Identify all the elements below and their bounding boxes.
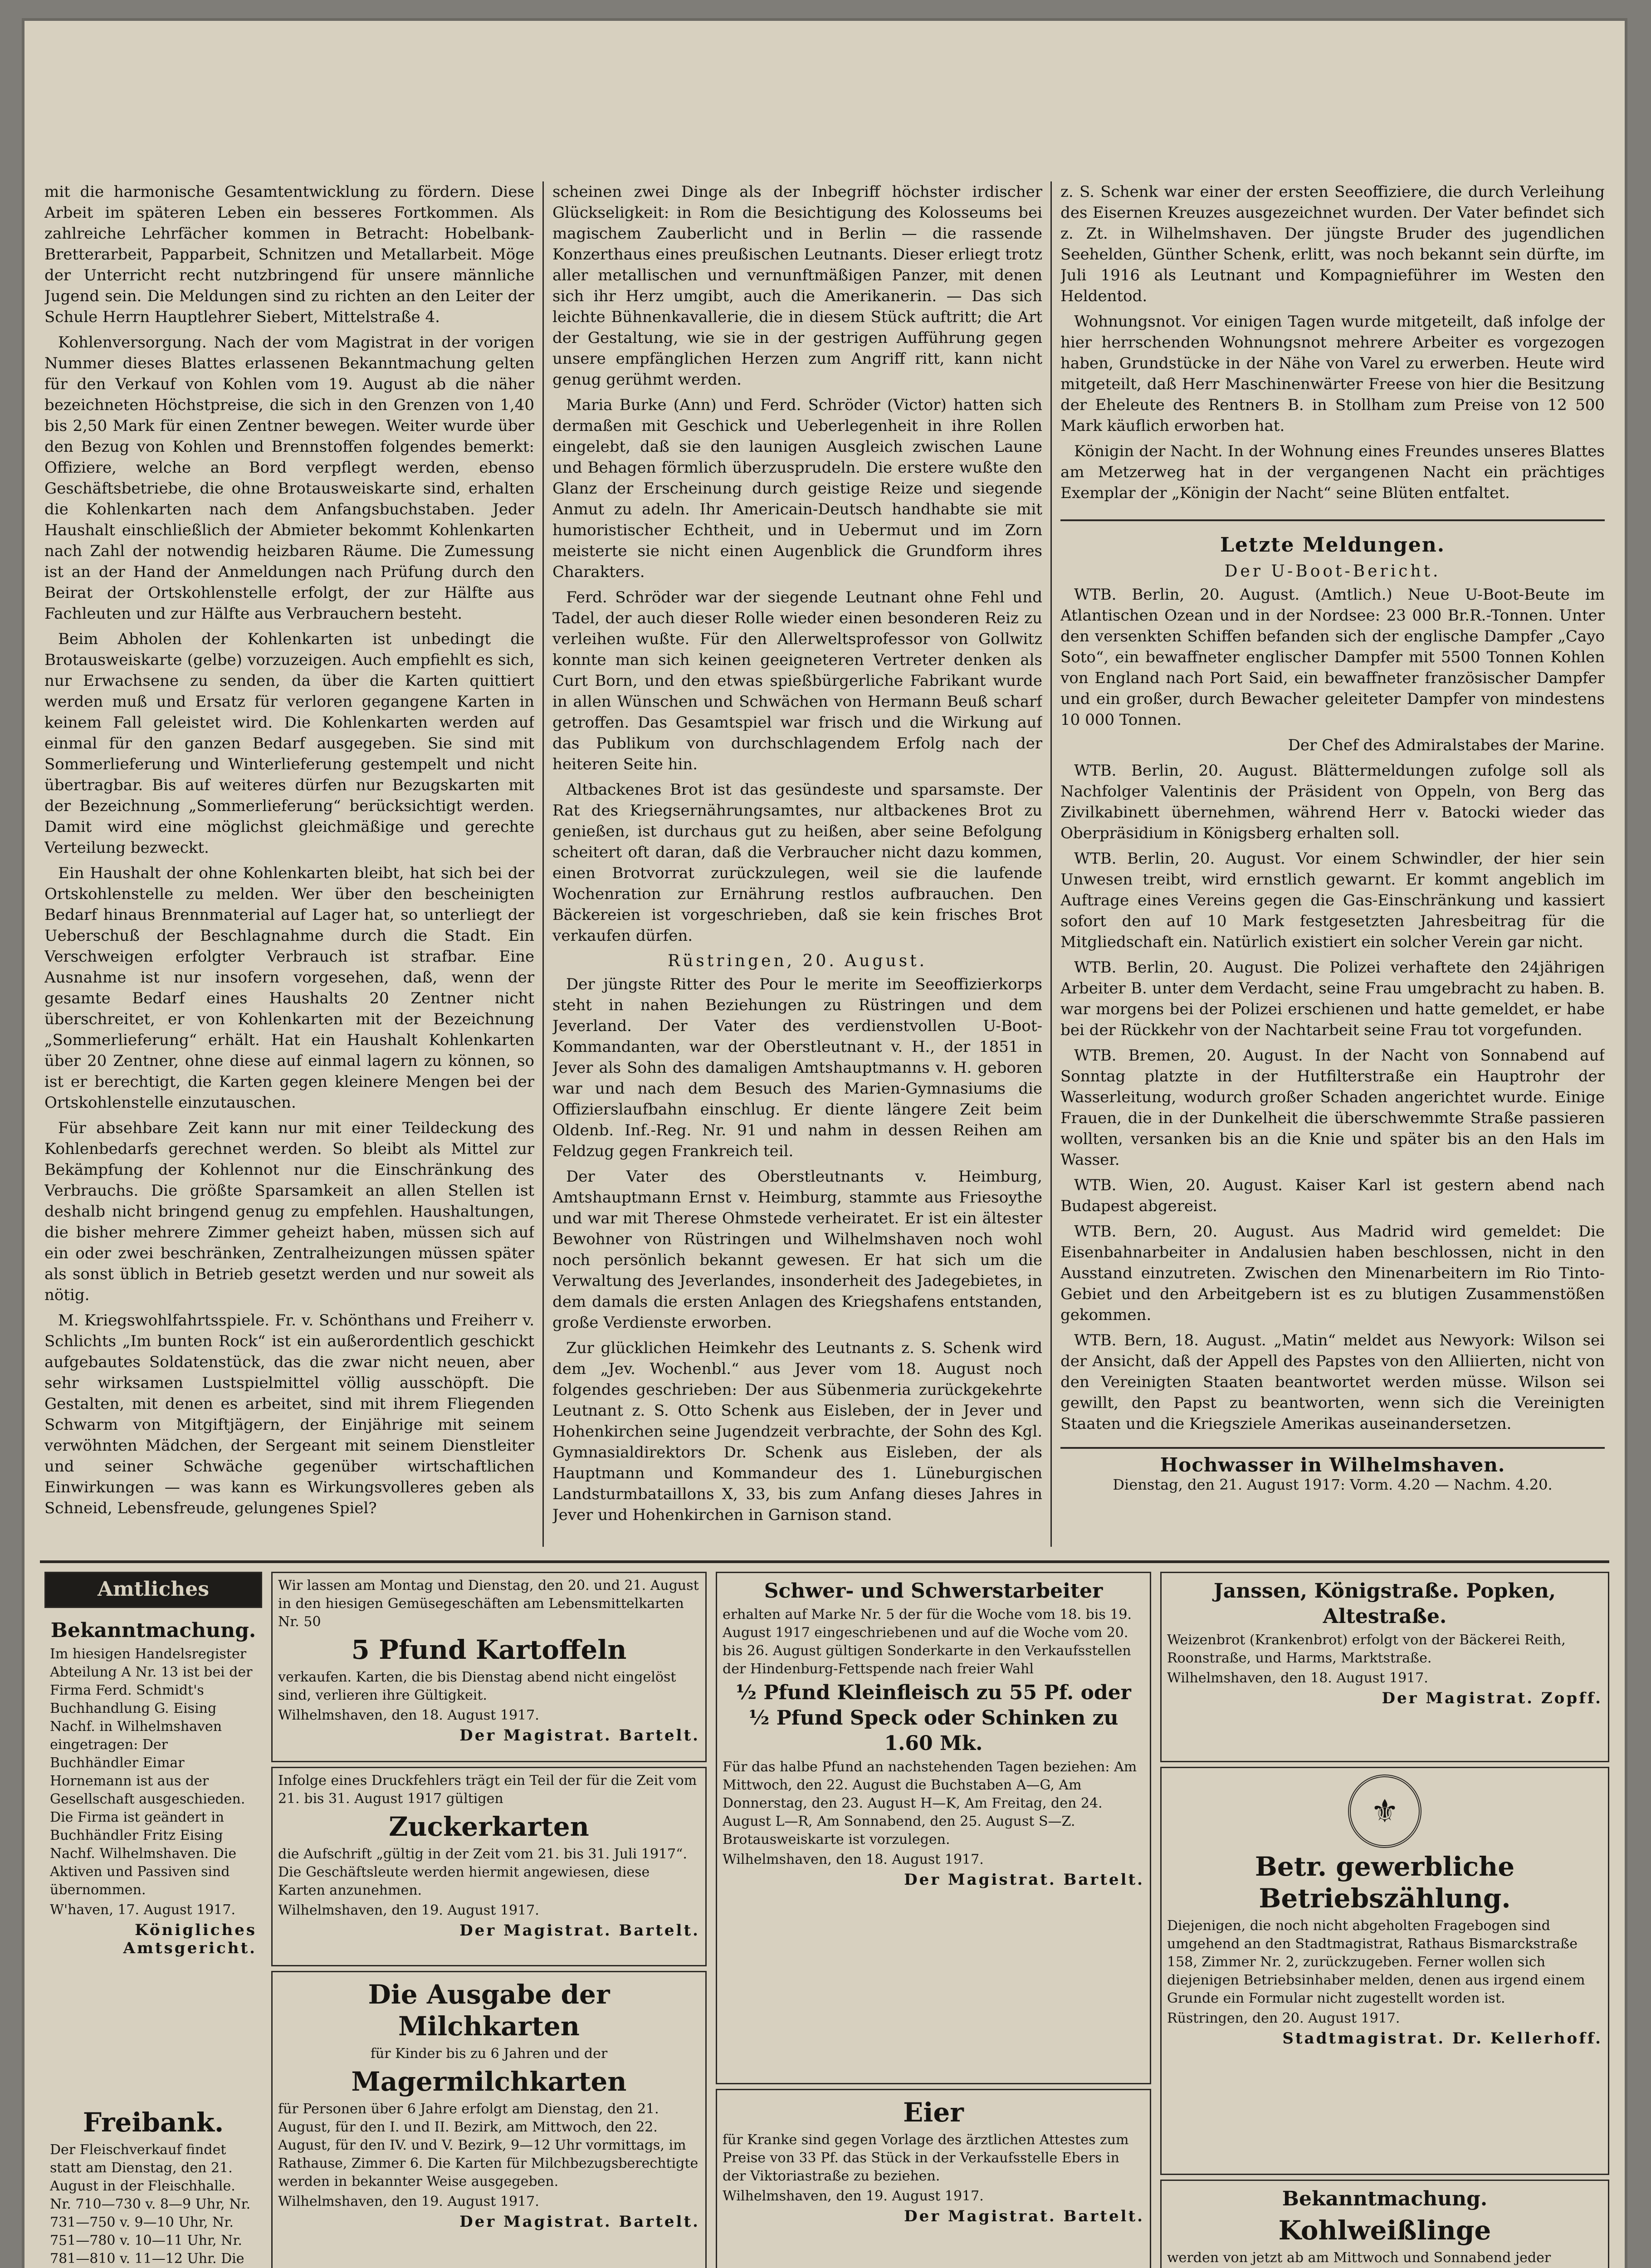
article-paragraph: Zur glücklichen Heimkehr des Leutnants z. S. Schenk wird dem „Jev. Wochenbl.“ aus Jever vom 18. August noch folgendes geschrieben: Der aus Sübenmeria zurückgekehrte Leutnant z. S. Otto Schenk aus Eisleben, der in Jever und Hohenkirchen seine Jugendzeit verbrachte, der Sohn des Kgl. Gymnasialdirektors Dr. Schenk aus Eisleben, der als Hauptmann und Kommandeur des 1. Lüneburgischen Landsturmbataillons X, 33, bis zum Anfang dieses Jahres in Jever und Hohenkirchen in Garnison stand. — [552, 1339, 1042, 1524]
bread-notice — [1160, 1572, 1609, 1762]
news-item: WTB. Bremen, 20. August. In der Nacht von Sonnabend auf Sonntag platzte in der Hutfilterstraße ein Hauptrohr der Wasserleitung, wodurch großer Schaden angerichtet wurde. Einige Frauen, die in der Dunkelheit die überschwemmte Straße passieren wollten, versanken bis an die Knie und später bis an den Hals im Wasser. — [1060, 1046, 1605, 1169]
sugar-headline: Zuckerkarten — [389, 1811, 589, 1842]
high-water-title: Hochwasser in Wilhelmshaven. — [1160, 1454, 1505, 1476]
article-paragraph: Wohnungsnot. Vor einigen Tagen wurde mitgeteilt, daß infolge der hier herrschenden Wohnungsnot mehrere Arbeiter es vorgezogen haben, Grundstücke in der Nähe von Varel zu erwerben. Heute wird mitgeteilt, daß Herr Maschinenwärter Freese von hier die Besitzung der Eheleute des Rentners B. in Stollham zum Preise von 12 500 Mark käuflich erworben hat. — [1060, 313, 1605, 435]
sugar-signature: Der Magistrat. Bartelt. — [459, 1921, 700, 1940]
milk-headline: Die Ausgabe der Milchkarten — [368, 1979, 610, 2042]
column-divider — [542, 181, 544, 1547]
cabbage-title: Bekanntmachung. — [1282, 2187, 1488, 2210]
freibank-notice — [44, 2100, 262, 2268]
potato-intro: Wir lassen am Montag und Dienstag, den 20. und 21. August in den hiesigen Gemüsegeschäften am Lebensmittelkarten Nr. 50 — [278, 1578, 699, 1630]
city-seal-icon: ⚜ — [1348, 1774, 1421, 1848]
heavy-worker-offer: ½ Pfund Kleinfleisch zu 55 Pf. oder ½ Pfund Speck oder Schinken zu 1.60 Mk. — [736, 1681, 1131, 1755]
news-item: WTB. Bern, 18. August. „Matin“ meldet aus Newyork: Wilson sei der Ansicht, daß der Appell des Papstes von den Alliierten, nicht von den Vereinigten Staaten beantwortet werden müsse. Wilson sei gewillt, den Papst zu beantworten, wenn sich die Vereinigten Staaten und die Kriegsziele Amerikas auseinandersetzen. — [1060, 1331, 1605, 1433]
census-date: Rüstringen, den 20. August 1917. — [1167, 2010, 1400, 2026]
potato-headline: 5 Pfund Kartoffeln — [351, 1634, 627, 1665]
sugar-body: die Aufschrift „gültig in der Zeit vom 21. bis 31. Juli 1917“. Die Geschäftsleute werden hiermit angewiesen, diese Karten anzunehmen. — [278, 1846, 687, 1898]
amtliches-label: Amtliches — [98, 1578, 209, 1601]
cabbage-headline: Kohlweißlinge — [1278, 2215, 1491, 2246]
article-paragraph: Ferd. Schröder war der siegende Leutnant ohne Fehl und Tadel, der auch dieser Rolle wieder einen besonderen Reiz zu verleihen wußte. Für den Allerweltsprofessor von Gollwitz konnte man sich keinen geeigneteren Vertreter denken als Curt Born, und den etwas spießbürgerliche Fabrikant wurde in allen Wünschen und Schwächen von Hermann Beuß scharf getroffen. Das Gesamtspiel war frisch und die Wirkung auf das Publikum von durchschlagendem Erfolg nach der heiteren Seite hin. — [552, 588, 1042, 773]
cabbage-butterfly-notice — [1160, 2180, 1609, 2268]
article-paragraph: Ein Haushalt der ohne Kohlenkarten bleibt, hat sich bei der Ortskohlenstelle zu melden. Wer über den bescheinigten Bedarf hinaus Brennmaterial auf Lager hat, so unterliegt der Ueberschuß der Beschlagnahme durch die Stadt. Ein Verschweigen erfolgter Verbrauch ist strafbar. Eine Ausnahme ist nur insofern vorgesehen, daß, wenn der gesamte Bedarf eines Haushalts 20 Zentner nicht überschreitet, er von Kohlenkarten mit der Bezeichnung „Sommerlieferung“ erhält. Hat ein Haushalt Kohlenkarten über 20 Zentner, ohne diese auf einmal lagern zu können, so ist er berechtigt, die Karten gegen kleinere Mengen bei der Ortskohlenstelle einzutauschen. — [44, 864, 534, 1112]
article-paragraph: Maria Burke (Ann) und Ferd. Schröder (Victor) hatten sich dermaßen mit Geschick und Ueberlegenheit in ihre Rollen eingelebt, daß sie den launigen Ausgleich zwischen Laune und Behagen förmlich überzusprudeln. Die erstere wußte den Glanz der Erscheinung durch geistige Reize und siegende Anmut zu adeln. Ihr Americain-Deutsch handhabte sie mit humoristischer Echtheit, und in Uebermut und im Zorn meisterte sie nicht einen Augenblick die Grundform ihres Charakters. — [552, 396, 1042, 581]
milk-notice — [271, 1971, 707, 2268]
article-paragraph: Der jüngste Ritter des Pour le merite im Seeoffizierkorps steht in nahen Beziehungen zu Rüstringen und dem Jeverland. Der Vater des verdienstvollen U-Boot-Kommandanten, war der Oberstleutnant v. H., der 1851 in Jever als Sohn des damaligen Amtshauptmanns v. H. geboren war und nach dem Besuch des Marien-Gymnasiums die Offizierslaufbahn einschlug. Er diente längere Zeit beim Oldenb. Inf.-Reg. Nr. 91 und nahm in dessen Reihen am Feldzug gegen Frankreich teil. — [552, 975, 1042, 1160]
notice-title: Bekanntmachung. — [50, 1619, 256, 1642]
news-item: WTB. Berlin, 20. August. Die Polizei verhaftete den 24jährigen Arbeiter B. unter dem Verdacht, seine Frau umgebracht zu haben. B. war morgens bei der Polizei erschienen und hatte gemeldet, er habe bei der Rückkehr von der Nachtarbeit seine Frau tot vorgefunden. — [1060, 958, 1605, 1039]
census-headline: Betr. gewerbliche Betriebszählung. — [1255, 1851, 1515, 1914]
milk-signature: Der Magistrat. Bartelt. — [459, 2213, 700, 2231]
article-paragraph: Für absehbare Zeit kann nur mit einer Teildeckung des Kohlenbedarfs gerechnet werden. So bleibt als Mittel zur Bekämpfung der Kohlennot nur die Einschränkung des Verbrauchs. Die größte Sparsamkeit an allen Stellen ist deshalb nicht bringend genug zu empfehlen. Haushaltungen, die bisher mehrere Zimmer geheizt haben, müssen sich auf ein oder zwei beschränken, Zentralheizungen müssen später als sonst üblich in Betrieb gesetzt werden und nur soweit als nötig. — [44, 1119, 534, 1304]
news-item: WTB. Bern, 20. August. Aus Madrid wird gemeldet: Die Eisenbahnarbeiter in Andalusien haben beschlossen, nicht in den Ausstand einzutreten. Zwischen den Minenarbeitern im Rio Tinto-Gebiet und den Arbeitgebern ist es zu blutigen Zusammenstößen gekommen. — [1060, 1222, 1605, 1324]
eggs-notice — [716, 2089, 1151, 2268]
eggs-date: Wilhelmshaven, den 19. August 1917. — [723, 2188, 984, 2204]
article-column-2 — [552, 181, 1042, 1556]
notice-body: Im hiesigen Handelsregister Abteilung A Nr. 13 ist bei der Firma Ferd. Schmidt's Buchhandlung G. Eising Nachf. in Wilhelmshaven eingetragen: Der Buchhändler Eimar Hornemann ist aus der Gesellschaft ausgeschieden. Die Firma ist geändert in Buchhändler Fritz Eising Nachf. Wilhelmshaven. Die Aktiven und Passiven sind übernommen. — [50, 1646, 253, 1898]
skim-milk-headline: Magermilchkarten — [351, 2066, 627, 2097]
section-divider — [1060, 1447, 1605, 1449]
article-paragraph: Altbackenes Brot ist das gesündeste und sparsamste. Der Rat des Kriegsernährungsamtes, nur altbackenes Brot zu genießen, ist durchaus gut zu heißen, aber seine Befolgung scheitert oft daran, daß die Verbraucher nicht dazu kommen, einen Brotvorrat zurückzulegen, weil sie die laufende Wochenration zur Ernährung restlos aufbrauchen. Den Bäckereien ist vorgeschrieben, daß sie kein frisches Brot verkaufen dürfen. — [552, 781, 1042, 945]
heavy-worker-signature: Der Magistrat. Bartelt. — [904, 1871, 1144, 1889]
heavy-worker-schedule: Für das halbe Pfund an nachstehenden Tagen beziehen: Am Mittwoch, den 22. August die Buchstaben A—G, Am Donnerstag, den 23. August H—K, Am Freitag, den 24. August L—R, Am Sonnabend, den 25. August S—Z. Brotausweiskarte ist vorzulegen. — [723, 1759, 1137, 1848]
notice-signature: Königliches Amtsgericht. — [123, 1921, 257, 1957]
article-column-3 — [1060, 181, 1605, 517]
amtliches-header — [44, 1572, 262, 1608]
section-title: Letzte Meldungen. — [1220, 533, 1446, 557]
cabbage-body: werden von jetzt ab am Mittwoch und Sonnabend jeder — [1167, 2250, 1551, 2266]
sugar-notice — [271, 1767, 707, 1966]
article-paragraph: Königin der Nacht. In der Wohnung eines Freundes unseres Blattes am Metzerweg hat in der vergangenen Nacht ein prächtiges Exemplar der „Königin der Nacht“ seine Blüten entfaltet. — [1060, 442, 1605, 502]
freibank-body: Der Fleischverkauf findet statt am Dienstag, den 21. August in der Fleischhalle. Nr. 710—730 v. 8—9 Uhr, Nr. 731—750 v. 9—10 Uhr, Nr. 751—780 v. 10—11 Uhr, Nr. 781—810 v. 11—12 Uhr. Die — [50, 2142, 251, 2267]
article-paragraph: Beim Abholen der Kohlenkarten ist unbedingt die Brotausweiskarte (gelbe) vorzuzeigen. Auch empfiehlt es sich, nur Erwachsene zu senden, da über die Karten quittiert werden muß und Ersatz für verloren gegangene Karten in keinem Fall geleistet wird. Die Kohlenkarten werden auf einmal für den ganzen Bedarf ausgegeben. Sie sind mit Sommerlieferung und Winterlieferung gestempelt und nicht übertragbar. Bis auf weiteres dürfen nur Bezugskarten mit der Bezeichnung „Sommerlieferung“ berücksichtigt werden. Damit wird eine möglichst gleichmäßige und gerechte Verteilung bezweckt. — [44, 630, 534, 857]
eggs-headline: Eier — [903, 2097, 964, 2128]
column-divider — [1050, 181, 1052, 1547]
potato-date: Wilhelmshaven, den 18. August 1917. — [278, 1707, 539, 1723]
business-census-notice — [1160, 1767, 1609, 2175]
eggs-body: für Kranke sind gegen Vorlage des ärztlichen Attestes zum Preise von 33 Pf. das Stück in der Verkaufsstelle Ebers in der Viktoriastraße zu beziehen. — [723, 2132, 1129, 2184]
newspaper-page — [22, 18, 1627, 2268]
potato-body: verkaufen. Karten, die bis Dienstag abend nicht eingelöst sind, verlieren ihre Gültigkeit. — [278, 1669, 676, 1703]
high-water-times: Dienstag, den 21. August 1917: Vorm. 4.20 — Nachm. 4.20. — [1113, 1476, 1553, 1493]
article-paragraph: mit die harmonische Gesamtentwicklung zu fördern. Diese Arbeit im späteren Leben ein besseres Fortkommen. Als zahlreiche Lehrfächer kommen in Betracht: Hobelbank-Bretterarbeit, Papparbeit, Schnitzen und Metallarbeit. Möge der Unterricht recht nutzbringend für unsere männliche Jugend sein. Die Meldungen sind zu richten an den Leiter der Schule Herrn Hauptlehrer Siebert, Mittelstraße 4. — [44, 183, 534, 326]
bread-date: Wilhelmshaven, den 18. August 1917. — [1167, 1670, 1428, 1686]
milk-subtitle: für Kinder bis zu 6 Jahren und der — [370, 2046, 608, 2062]
notice-date: W'haven, 17. August 1917. — [50, 1902, 236, 1918]
potato-signature: Der Magistrat. Bartelt. — [459, 1726, 700, 1745]
high-water-box — [1060, 1454, 1605, 1517]
dateline: Rüstringen, 20. August. — [667, 952, 928, 970]
heavy-worker-title: Schwer- und Schwerstarbeiter — [764, 1579, 1103, 1603]
article-paragraph: M. Kriegswohlfahrtsspiele. Fr. v. Schönthans und Freiherr v. Schlichts „Im bunten Rock“ ist ein außerordentlich geschickt aufgebautes Soldatenstück, das die zwar nicht neuen, aber sehr wirksamen Lustspielmittel völlig ausschöpft. Die Gestalten, mit denen es arbeitet, sind mit ihrem Fliegenden Schwarm von Mitgiftjägern, der Einjährige mit seinem verwöhnten Mädchen, der Sergeant mit seinem Dienstleiter und seiner Schwäche gegenüber wirtschaftlichen Einwirkungen — was kann es Wirkungsvolleres geben als Schneid, Lebensfreude, gelungenes Spiel? — [44, 1311, 534, 1517]
news-item: WTB. Berlin, 20. August. (Amtlich.) Neue U-Boot-Beute im Atlantischen Ozean und in der Nordsee: 23 000 Br.R.-Tonnen. Unter den versenkten Schiffen befanden sich der englische Dampfer „Cayo Soto“, ein bewaffneter englischer Dampfer mit 5500 Tonnen Kohlen von England nach Port Said, ein bewaffneter französischer Dampfer und ein großer, durch Bewacher geleiteter Dampfer von mindestens 10 000 Tonnen. — [1060, 586, 1605, 729]
heavy-worker-intro: erhalten auf Marke Nr. 5 der für die Woche vom 18. bis 19. August 1917 eingeschriebenen und auf die Woche vom 20. bis 26. August gültigen Sonderkarte in den Verkaufsstellen der Hindenburg-Fettspende nach freier Wahl — [723, 1607, 1132, 1677]
potato-notice — [271, 1572, 707, 1762]
milk-date: Wilhelmshaven, den 19. August 1917. — [278, 2194, 539, 2209]
bread-body: Weizenbrot (Krankenbrot) erfolgt von der Bäckerei Reith, Roonstraße, und Harms, Marktstraße. — [1167, 1632, 1566, 1666]
court-notice — [44, 1613, 262, 2093]
heavy-worker-notice — [716, 1572, 1151, 2084]
latest-news-section — [1060, 526, 1605, 1433]
bread-signature: Der Magistrat. Zopff. — [1382, 1689, 1602, 1707]
section-subtitle: Der U-Boot-Bericht. — [1224, 562, 1441, 581]
article-paragraph: scheinen zwei Dinge als der Inbegriff höchster irdischer Glückseligkeit: in Rom die Besichtigung des Kolosseums bei magischem Zauberlicht und in Berlin — die rassende Konzerthaus eines preußischen Leutnants. Dieser erliegt trotz aller metallischen und vernunftmäßigen Panzer, mit denen sich ihr Herz umgibt, auch die Amerikanerin. — Das sich leichte Bühnenkavallerie, die in diesem Stück auftritt; die Art der Gestaltung, wie sie in der gestrigen Aufführung gegen unsere empfänglichen Herzen zum Angriff ritt, kann nicht genug gerühmt werden. — [552, 183, 1042, 389]
milk-body: für Personen über 6 Jahre erfolgt am Dienstag, den 21. August, für den I. und II. Bezirk, am Mittwoch, den 22. August, für den IV. und V. Bezirk, 9—12 Uhr vormittags, im Rathause, Zimmer 6. Die Karten für Milchbezugsberechtigte werden in bekannter Weise ausgegeben. — [278, 2101, 698, 2190]
article-paragraph: Kohlenversorgung. Nach der vom Magistrat in der vorigen Nummer dieses Blattes erlassenen Bekanntmachung gelten für den Verkauf von Kohlen vom 19. August ab die näher bezeichneten Höchstpreise, die sich in den Grenzen von 1,40 bis 2,50 Mark für einen Zentner bewegen. Weiter wurde über den Bezug von Kohlen und Brennstoffen folgendes bemerkt: Offiziere, welche an Bord verpflegt werden, ebenso Geschäftsbetriebe, die ohne Brotausweiskarte sind, erhalten die Kohlenkarten nach dem Anfangsbuchstaben. Jeder Haushalt einschließlich der Abmieter bekommt Kohlenkarten nach Zahl der notwendig heizbaren Räume. Die Zumessung ist an der Hand der Anmeldungen nach Prüfung durch den Beirat der Ortskohlenstelle erfolgt, der zur Hälfte aus Fachleuten und zur Hälfte aus Verbrauchern besteht. — [44, 333, 534, 623]
news-item: WTB. Berlin, 20. August. Blättermeldungen zufolge soll als Nachfolger Valentinis der Präsident von Oppeln, von Berg das Zivilkabinett übernehmen, während Herr v. Batocki wieder das Oberpräsidium in Königsberg erhalten soll. — [1060, 762, 1605, 842]
article-column-1 — [44, 181, 534, 1556]
ads-divider — [40, 1560, 1609, 1563]
sugar-date: Wilhelmshaven, den 19. August 1917. — [278, 1902, 539, 1918]
section-divider — [1060, 519, 1605, 521]
article-paragraph: Der Vater des Oberstleutnants v. Heimburg, Amtshauptmann Ernst v. Heimburg, stammte aus Friesoythe und war mit Therese Ohmstede verheiratet. Er ist ein ältester Bewohner von Rüstringen und Wilhelmshaven noch wohl noch persönlich bekannt gewesen. Er hat sich um die Verwaltung des Jeverlandes, insonderheit des Jadegebietes, in dem damals die ersten Anlagen des Kriegshafens entstanden, große Verdienste erworben. — [552, 1168, 1042, 1332]
sugar-intro: Infolge eines Druckfehlers trägt ein Teil der für die Zeit vom 21. bis 31. August 1917 gültigen — [278, 1773, 697, 1807]
eggs-signature: Der Magistrat. Bartelt. — [904, 2207, 1144, 2225]
census-signature: Stadtmagistrat. Dr. Kellerhoff. — [1282, 2029, 1602, 2048]
bakery-names: Janssen, Königstraße. Popken, Altestraße. — [1213, 1579, 1556, 1628]
news-item: WTB. Berlin, 20. August. Vor einem Schwindler, der hier sein Unwesen treibt, wird ernstlich gewarnt. Er kommt angeblich im Auftrage eines Vereins gegen die Gas-Einschränkung und kassiert sofort den auf 10 Mark festgesetzten Jahresbeitrag für die Mitgliedschaft ein. Natürlich existiert ein solcher Verein gar nicht. — [1060, 850, 1605, 951]
news-item: WTB. Wien, 20. August. Kaiser Karl ist gestern abend nach Budapest abgereist. — [1060, 1176, 1605, 1215]
article-paragraph: z. S. Schenk war einer der ersten Seeoffiziere, die durch Verleihung des Eisernen Kreuzes ausgezeichnet wurden. Der Vater befindet sich z. Zt. in Wilhelmshaven. Der jüngste Bruder des jugendlichen Seehelden, Günther Schenk, erlitt, was noch bekannt sein dürfte, im Juli 1916 als Leutnant und Kompagnieführer im Westen den Heldentod. — [1060, 183, 1605, 305]
heavy-worker-date: Wilhelmshaven, den 18. August 1917. — [723, 1852, 984, 1867]
news-signature: Der Chef des Admiralstabes der Marine. — [1288, 736, 1605, 754]
freibank-title: Freibank. — [83, 2107, 224, 2138]
census-body: Diejenigen, die noch nicht abgeholten Fragebogen sind umgehend an den Stadtmagistrat, Rathaus Bismarckstraße 158, Zimmer Nr. 2, zurückzugeben. Ferner wollen sich diejenigen Betriebsinhaber melden, denen aus irgend einem Grunde ein Formular nicht zugestellt worden ist. — [1167, 1918, 1585, 2006]
